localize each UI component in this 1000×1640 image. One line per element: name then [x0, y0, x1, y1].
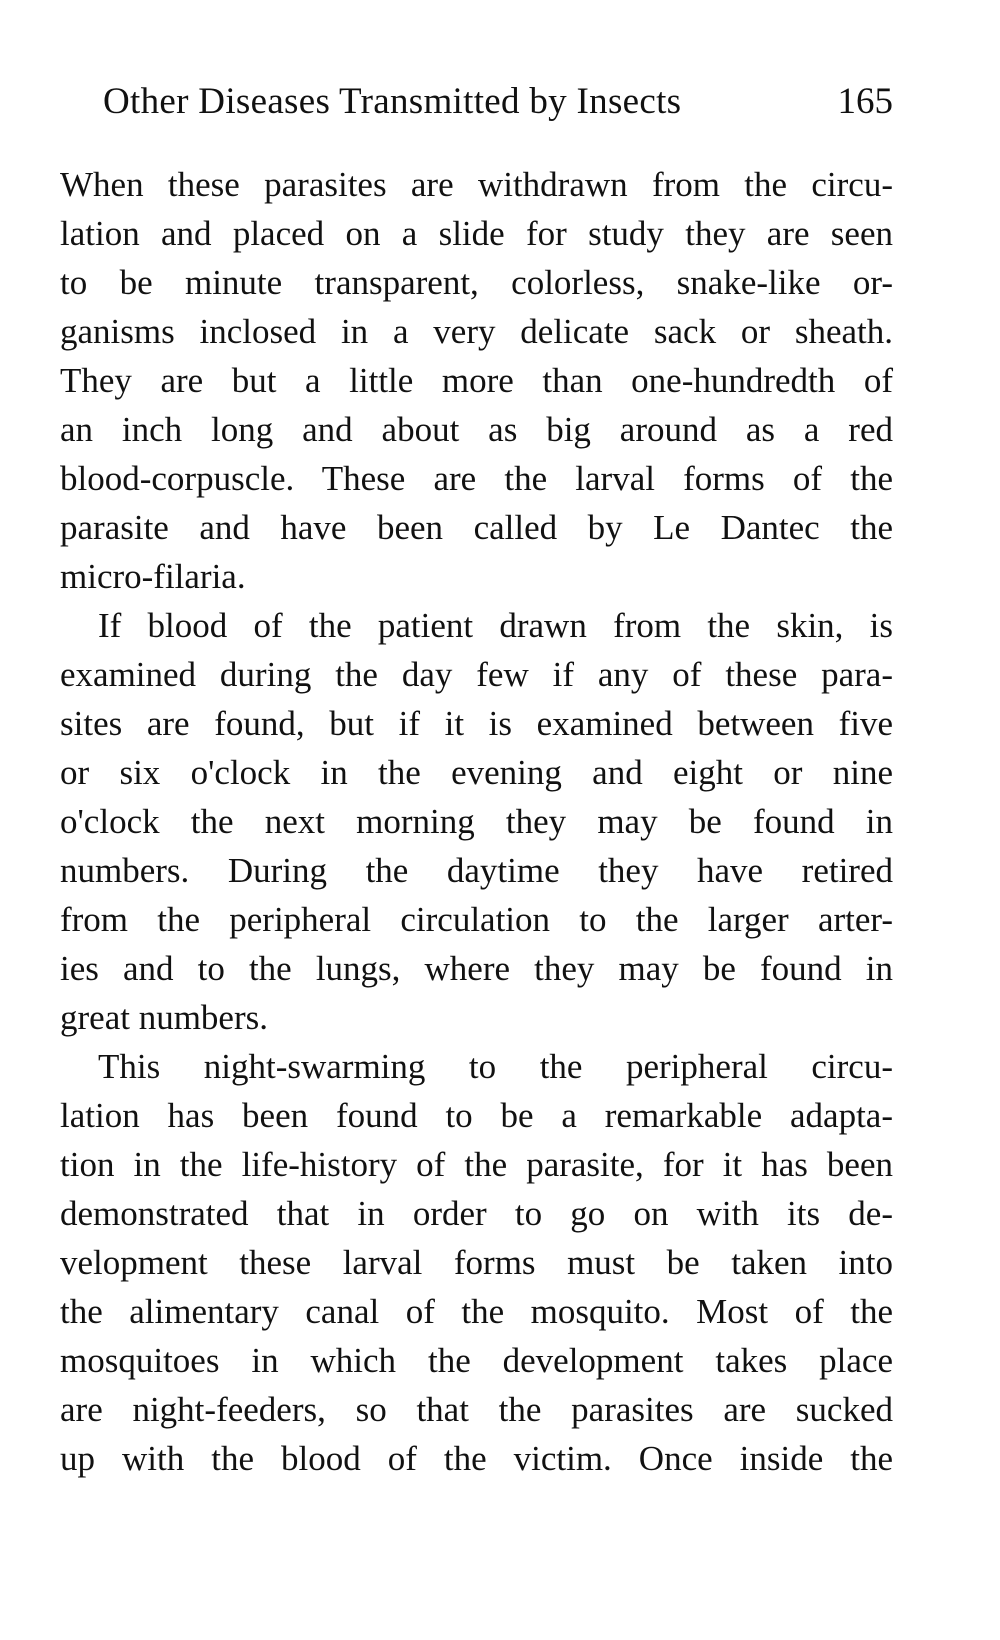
text-line: If blood of the patient drawn from the skin, is: [98, 606, 893, 645]
text-line: micro-filaria.: [60, 557, 246, 596]
text-line: demonstrated that in order to go on with its de-: [60, 1194, 893, 1233]
text-line: great numbers.: [60, 998, 268, 1037]
text-line: the alimentary canal of the mosquito. Most of the: [60, 1292, 893, 1331]
text-line: to be minute transparent, colorless, snake-like or-: [60, 263, 893, 302]
text-line: up with the blood of the victim. Once inside the: [60, 1439, 893, 1478]
text-line: numbers. During the daytime they have retired: [60, 851, 893, 890]
paragraph: [60, 160, 893, 601]
text-line: parasite and have been called by Le Dantec the: [60, 508, 893, 547]
text-line: They are but a little more than one-hundredth of: [60, 361, 893, 400]
paragraph: [60, 601, 893, 1042]
text-line: an inch long and about as big around as a red: [60, 410, 893, 449]
text-line: mosquitoes in which the development takes place: [60, 1341, 893, 1380]
text-line: sites are found, but if it is examined between five: [60, 704, 893, 743]
text-line: from the peripheral circulation to the larger arter-: [60, 900, 893, 939]
running-title: Other Diseases Transmitted by Insects: [103, 81, 682, 122]
text-line: velopment these larval forms must be taken into: [60, 1243, 893, 1282]
text-line: This night-swarming to the peripheral circu-: [98, 1047, 893, 1086]
text-line: blood-corpuscle. These are the larval forms of the: [60, 459, 893, 498]
text-line: tion in the life-history of the parasite, for it has been: [60, 1145, 893, 1184]
body-text: [60, 160, 893, 1483]
text-line: are night-feeders, so that the parasites are sucked: [60, 1390, 893, 1429]
text-line: o'clock the next morning they may be found in: [60, 802, 893, 841]
text-line: ies and to the lungs, where they may be found in: [60, 949, 893, 988]
text-line: lation and placed on a slide for study they are seen: [60, 214, 893, 253]
text-line: examined during the day few if any of these para-: [60, 655, 893, 694]
text-line: When these parasites are withdrawn from the circu-: [60, 165, 893, 204]
paragraph: [60, 1042, 893, 1483]
text-line: ganisms inclosed in a very delicate sack or sheath.: [60, 312, 893, 351]
page-number: 165: [837, 81, 893, 122]
running-header: [103, 80, 893, 130]
text-line: or six o'clock in the evening and eight or nine: [60, 753, 893, 792]
text-line: lation has been found to be a remarkable adapta-: [60, 1096, 893, 1135]
